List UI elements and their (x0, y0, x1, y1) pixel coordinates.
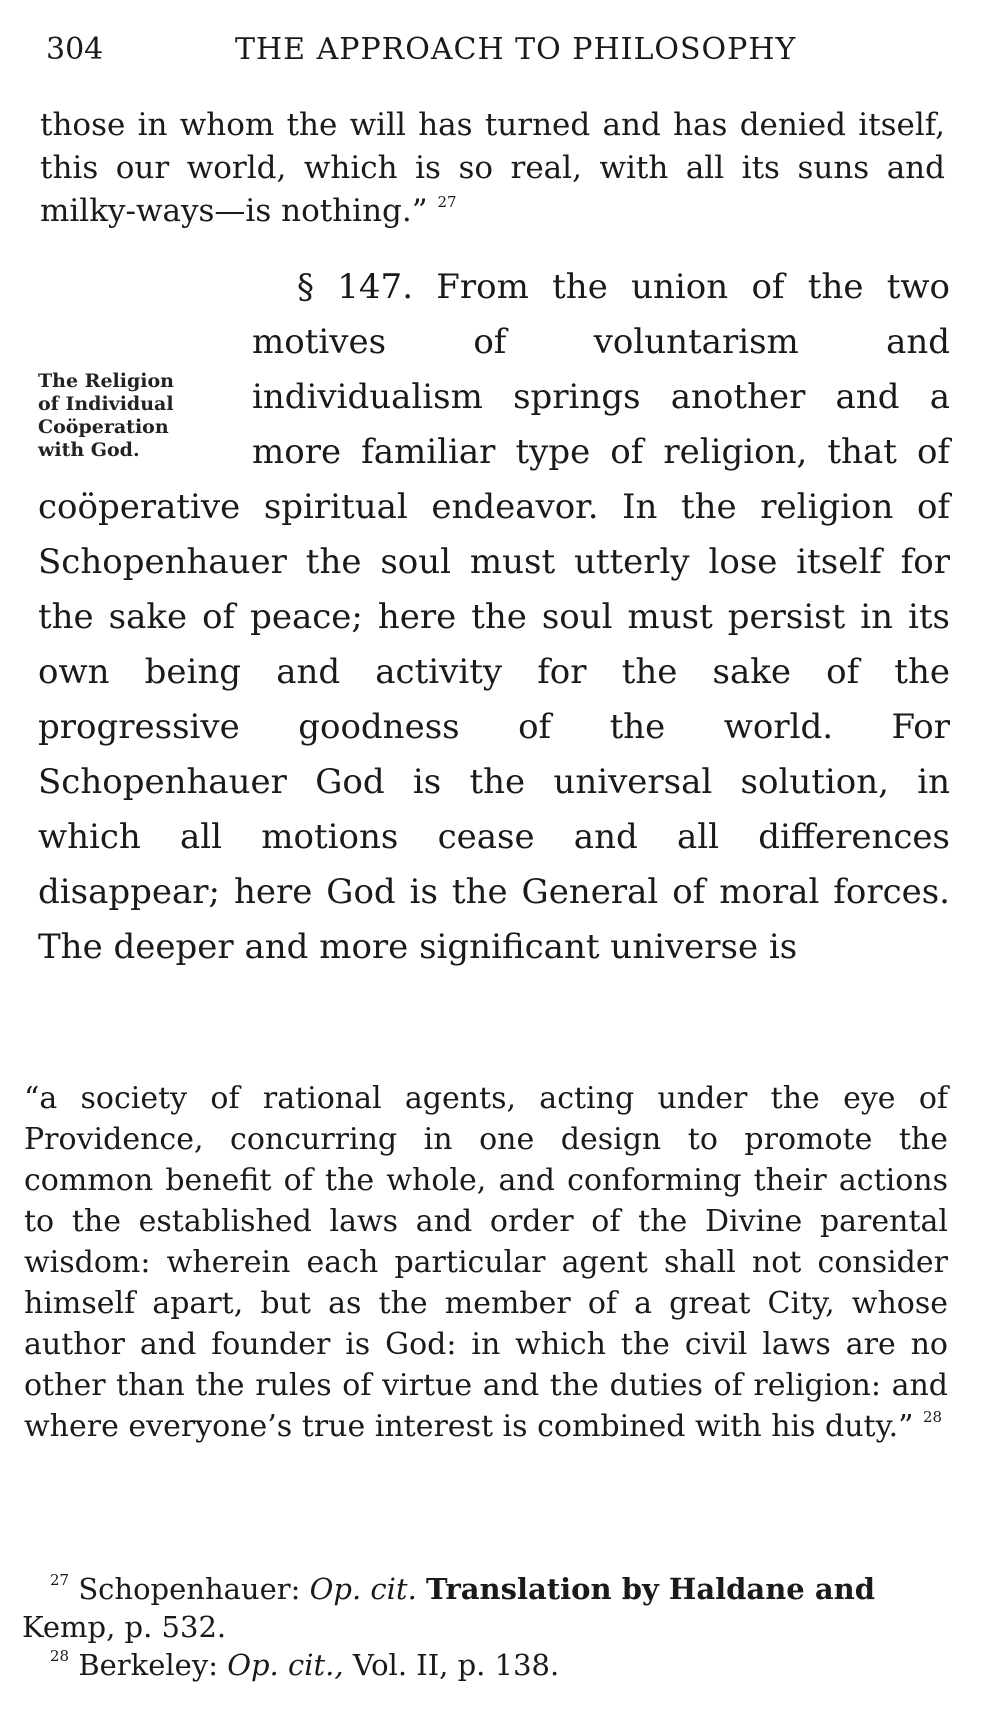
section-number: § 147. (297, 267, 413, 307)
footnote-number: 28 (50, 1647, 70, 1665)
margin-sidenote (38, 370, 238, 462)
sidenote-line: The Religion (38, 370, 174, 392)
footnote-ref-28: 28 (923, 1408, 943, 1426)
footnote-detail: Translation by Haldane and (426, 1572, 875, 1606)
footnote-detail: Vol. II, p. 138. (352, 1648, 560, 1682)
footnote-number: 27 (50, 1571, 70, 1589)
sidenote-line: with God. (38, 439, 140, 461)
footnote-27-continuation: Kemp, p. 532. (22, 1610, 227, 1644)
footnote-work: Op. cit., (227, 1648, 344, 1682)
sidenote-line: of Individual (38, 393, 174, 415)
quote-text: “a society of rational agents, acting under the eye of Providence, concurring in one design to promote the common benefit of the whole, and conforming their actions to the established laws and order of the Divine parental wisdom: wherein each particular agent shall not consider himself apart, but as the member of a great City, whose author and founder is God: in which the civil laws are no other than the rules of virtue and the duties of religion: and where everyone’s true interest is combined with his duty.” (24, 1081, 948, 1444)
block-quotation (24, 1078, 948, 1447)
section-text: From the union of the two motives of voluntarism and individualism springs another and a more familiar type of religion, that of coöperative spiritual endeavor. In the religion of Schopenhauer the soul must utterly lose itself for the sake of peace; here the soul must persist in its own being and activity for the sake of the progressive goodness of the world. For Schopenhauer God is the universal solution, in which all motions cease and all differences disappear; here God is the General of moral forces. The deeper and more significant universe is (38, 267, 950, 967)
footnote-author: Schopenhauer: (78, 1572, 301, 1606)
footnote-27 (22, 1570, 948, 1608)
page-number: 304 (46, 32, 104, 67)
section-147-paragraph (38, 260, 950, 975)
footnote-28 (22, 1646, 948, 1684)
footnote-ref-27: 27 (437, 193, 457, 211)
carryover-text: those in whom the will has turned and has denied itself, this our world, which is so real, with all its suns and milky-ways—is nothing.” (40, 107, 945, 229)
running-head (40, 32, 940, 72)
carryover-paragraph (40, 104, 945, 233)
footnote-author: Berkeley: (78, 1648, 218, 1682)
footnote-work: Op. cit. (309, 1572, 417, 1606)
running-title: THE APPROACH TO PHILOSOPHY (235, 32, 797, 67)
sidenote-line: Coöperation (38, 416, 169, 438)
footnotes (22, 1570, 948, 1684)
